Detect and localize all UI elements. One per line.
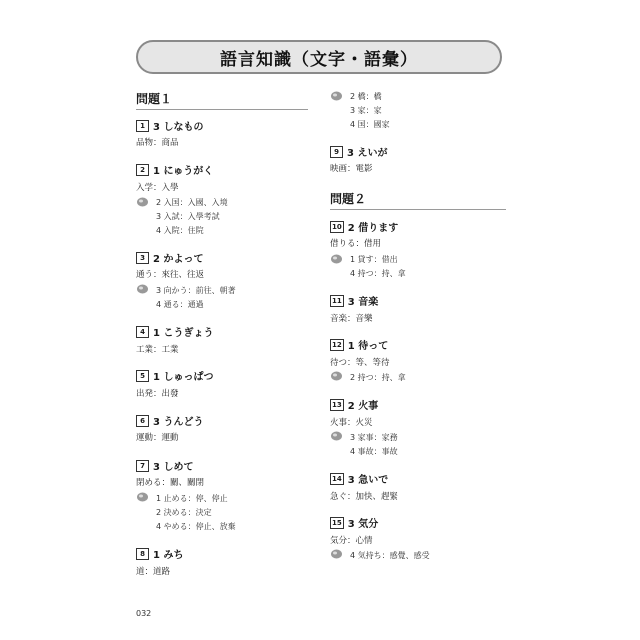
question-5 — [136, 368, 213, 383]
question-1 — [136, 118, 203, 133]
question-number: 12 — [332, 340, 342, 349]
section-heading-1: 問題１ — [136, 90, 308, 110]
answer: 1 みち — [153, 550, 184, 561]
vocab-line: 品物：商品 — [136, 138, 179, 148]
option-line: 4 やめる：停止、放棄 — [156, 522, 236, 531]
mouse-icon — [330, 90, 343, 101]
question-number: 1 — [136, 120, 149, 132]
answer: 3 しめて — [153, 462, 194, 473]
answer: 2 借ります — [347, 223, 399, 234]
mouse-icon — [330, 430, 343, 441]
question-number: 2 — [136, 164, 149, 176]
question-8 — [136, 546, 183, 561]
option-line: 4 気持ち：感覺、感受 — [350, 551, 430, 560]
question-6 — [136, 413, 203, 428]
vocab-line: 待つ：等、等待 — [330, 358, 390, 368]
vocab-line: 借りる：借用 — [330, 239, 382, 249]
mouse-icon — [330, 370, 343, 381]
page-title: 語言知識（文字・語彙） — [220, 49, 418, 70]
vocab-line: 出発：出發 — [136, 389, 179, 399]
option-line: 4 通る：通過 — [156, 300, 204, 309]
vocab-line: 工業：工業 — [136, 345, 179, 355]
question-number: 14 — [332, 474, 342, 483]
page-number: 032 — [136, 609, 152, 618]
question-7 — [136, 458, 193, 473]
mouse-icon — [136, 283, 149, 294]
title-banner — [136, 40, 502, 74]
answer: 1 待って — [347, 341, 389, 352]
vocab-line: 音楽：音樂 — [330, 314, 373, 324]
option-line: 3 家事：家務 — [350, 433, 398, 442]
mouse-icon — [136, 196, 149, 207]
question-number: 15 — [332, 518, 342, 527]
vocab-line: 運動：運動 — [136, 433, 179, 443]
vocab-line: 映画：電影 — [330, 164, 373, 174]
answer: 3 急いで — [347, 475, 389, 486]
question-number: 9 — [330, 146, 343, 158]
mouse-icon — [136, 491, 149, 502]
option-line: 2 決める：決定 — [156, 508, 212, 517]
option-line: 2 入国：入國、入境 — [156, 198, 228, 207]
mouse-icon — [330, 548, 343, 559]
question-number: 6 — [136, 415, 149, 427]
option-line: 3 向かう：前往、朝著 — [156, 286, 236, 295]
question-number: 3 — [136, 252, 149, 264]
vocab-line: 気分：心情 — [330, 536, 373, 546]
vocab-line: 閉める：關、關閉 — [136, 478, 205, 488]
answer: 2 かよって — [153, 254, 204, 265]
option-line: 4 事故：事故 — [350, 447, 398, 456]
question-14 — [330, 471, 388, 486]
answer: 1 しゅっぱつ — [153, 372, 214, 383]
option-line: 2 持つ：持、拿 — [350, 373, 406, 382]
question-13 — [330, 397, 378, 412]
question-number: 7 — [136, 460, 149, 472]
question-9 — [330, 144, 387, 159]
question-number: 8 — [136, 548, 149, 560]
question-3 — [136, 250, 203, 265]
question-number: 13 — [332, 400, 342, 409]
question-number: 5 — [136, 370, 149, 382]
question-15 — [330, 515, 378, 530]
vocab-line: 通う：來往、往返 — [136, 270, 205, 280]
question-2 — [136, 162, 213, 177]
answer: 1 にゅうがく — [153, 166, 214, 177]
option-line: 1 止める：停、停止 — [156, 494, 228, 503]
answer: 3 えいが — [347, 148, 388, 159]
question-12 — [330, 337, 388, 352]
question-11 — [330, 293, 378, 308]
answer: 3 音楽 — [347, 297, 379, 308]
option-line: 3 入試：入學考試 — [156, 212, 220, 221]
question-4 — [136, 324, 213, 339]
vocab-line: 入学：入學 — [136, 183, 179, 193]
option-line: 2 橋：橋 — [350, 92, 382, 101]
vocab-line: 道：道路 — [136, 567, 171, 577]
answer: 1 こうぎょう — [153, 328, 214, 339]
vocab-line: 火事：火災 — [330, 418, 373, 428]
answer: 3 うんどう — [153, 417, 204, 428]
question-number: 11 — [332, 296, 342, 305]
section-heading-2: 問題２ — [330, 190, 506, 210]
option-line: 4 入院：住院 — [156, 226, 204, 235]
option-line: 4 持つ：持、拿 — [350, 269, 406, 278]
vocab-line: 急ぐ：加快、趕緊 — [330, 492, 399, 502]
question-number: 4 — [136, 326, 149, 338]
question-number: 10 — [332, 222, 342, 231]
answer: 3 しなもの — [153, 122, 204, 133]
option-line: 4 国：國家 — [350, 120, 390, 129]
answer: 3 気分 — [347, 519, 379, 530]
mouse-icon — [330, 253, 343, 264]
answer: 2 火事 — [347, 401, 379, 412]
option-line: 3 家：家 — [350, 106, 382, 115]
option-line: 1 貸す：借出 — [350, 255, 398, 264]
question-10 — [330, 219, 398, 234]
